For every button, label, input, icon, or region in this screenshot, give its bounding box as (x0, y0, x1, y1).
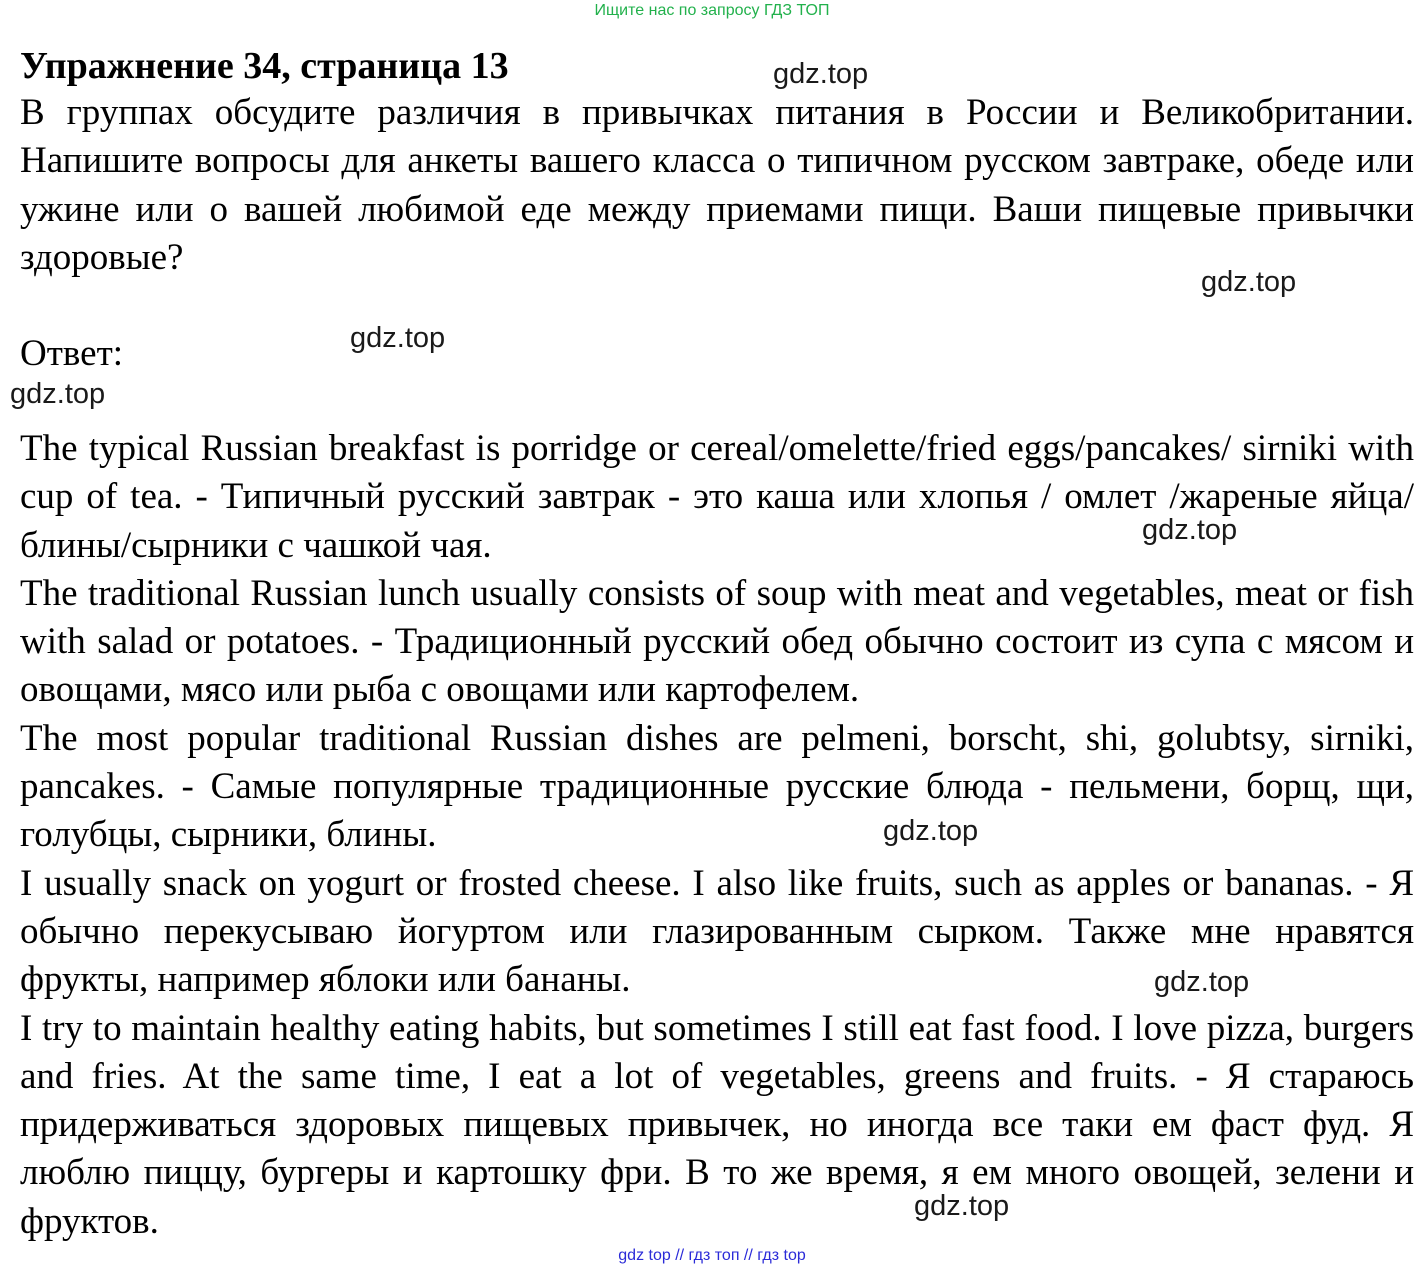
answer-paragraph: The typical Russian breakfast is porridge or cereal/omelette/fried eggs/pancakes/ sirniki with cup of tea. - Типичный русский завтрак - это каша или хлопья / омлет /жареные яйца/блины/сырники с чашкой чая. (20, 428, 1414, 566)
page-title: Упражнение 34, страница 13 (20, 45, 509, 87)
watermark: gdz.top (914, 1190, 1010, 1222)
watermark: gdz.top (1154, 966, 1250, 998)
top-banner: Ищите нас по запросу ГДЗ ТОП (594, 2, 830, 19)
watermark: gdz.top (1201, 266, 1297, 298)
answer-paragraph: The traditional Russian lunch usually consists of soup with meat and vegetables, meat or fish with salad or potatoes. - Традиционный русский обед обычно состоит из супа с мясом и овощами, мясо или рыба с овощами или картофелем. (20, 572, 1414, 711)
watermark: gdz.top (350, 322, 446, 354)
task-text: В группах обсудите различия в привычках питания в России и Великобритании. Напишите вопросы для анкеты вашего класса о типичном русском завтраке, обеде или ужине или о вашей любимой еде между приемами пищи. Ваши пищевые привычки здоровые? (20, 92, 1414, 278)
watermark: gdz.top (773, 58, 869, 90)
answer-paragraph: The most popular traditional Russian dishes are pelmeni, borscht, shi, golubtsy, sirniki, pancakes. - Самые популярные традиционные русские блюда - пельмени, борщ, щи, голубцы, сырники, блины. (20, 717, 1414, 856)
watermark: gdz.top (10, 378, 106, 410)
answer-paragraph: I usually snack on yogurt or frosted cheese. I also like fruits, such as apples or bananas. - Я обычно перекусываю йогуртом или глазированным сырком. Также мне нравятся фрукты, например яблоки или бананы. (20, 862, 1414, 1001)
bottom-banner: gdz top // гдз топ // гдз top (618, 1247, 806, 1264)
watermark: gdz.top (1142, 514, 1238, 546)
answer-body (20, 425, 1414, 1246)
answer-label: Ответ: (20, 333, 124, 374)
answer-paragraph: I try to maintain healthy eating habits, but sometimes I still eat fast food. I love pizza, burgers and fries. At the same time, I eat a lot of vegetables, greens and fruits. - Я стараюсь придерживаться здоровых пищевых привычек, но иногда все таки ем фаст фуд. Я люблю пиццу, бургеры и картошку фри. В то же время, я ем много овощей, зелени и фруктов. (20, 1007, 1414, 1242)
watermark: gdz.top (883, 815, 979, 847)
